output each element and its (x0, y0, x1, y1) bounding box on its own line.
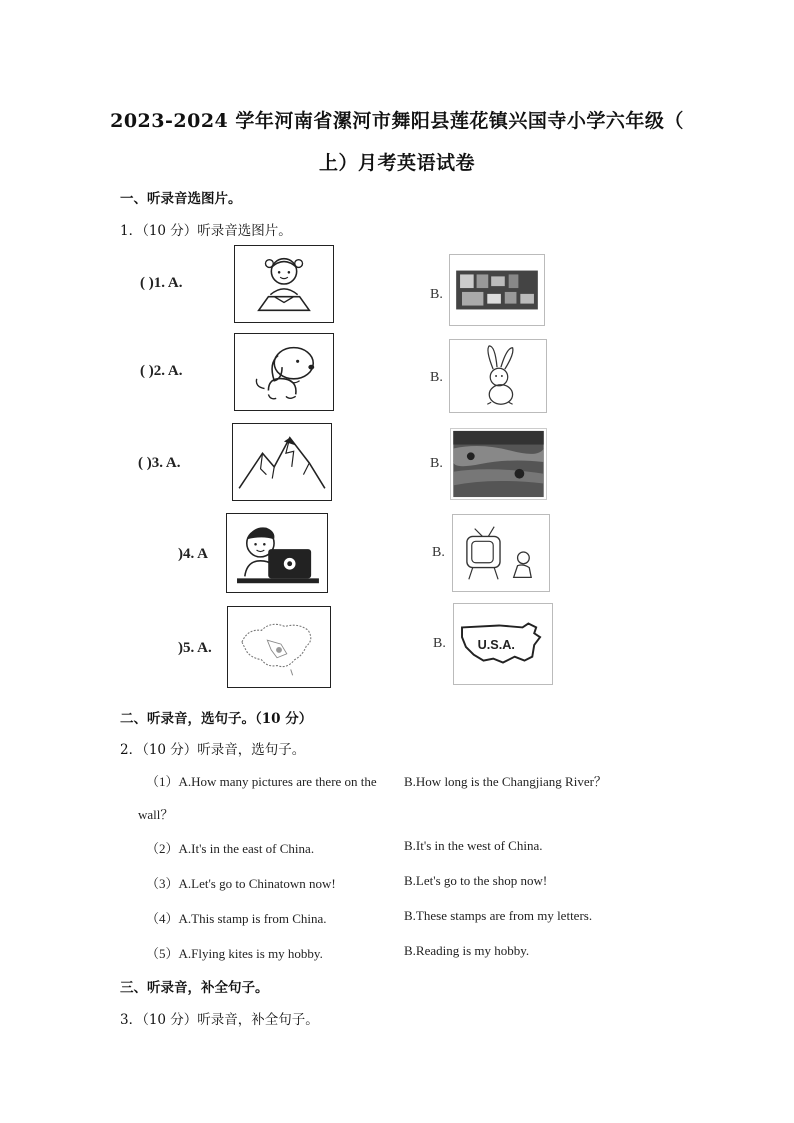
q2-1-option-a-continued: wall？ (138, 807, 174, 822)
picture-girl-reading (234, 245, 334, 323)
picture-tv-and-child (452, 514, 550, 592)
section-2-heading: 二、听录音，选句子。（10 分） (120, 711, 313, 727)
q2-5-option-b: B.Reading is my hobby. (404, 943, 530, 958)
item-3-label: ( )3. A. (138, 455, 181, 471)
item-3-b-label: B. (430, 456, 443, 471)
q2-1-option-a: （1）A.How many pictures are there on the (146, 774, 377, 789)
picture-stamps-album (449, 254, 545, 326)
item-2-label: ( )2. A. (140, 363, 183, 379)
section-3-heading: 三、听录音，补全句子。 (120, 980, 269, 996)
q2-3-option-b: B.Let's go to the shop now! (404, 873, 548, 888)
item-2-b-label: B. (430, 370, 443, 385)
q2-4-option-b: B.These stamps are from my letters. (404, 908, 593, 923)
picture-usa-map (453, 603, 553, 685)
q2-3-option-a: （3）A.Let's go to Chinatown now! (146, 876, 336, 891)
q2-2-option-a: （2）A.It's in the east of China. (146, 841, 315, 856)
item-1-b-label: B. (430, 287, 443, 302)
item-5-label: )5. A. (178, 640, 212, 656)
question-3: 3．（10 分）听录音，补全句子。 (120, 1012, 319, 1028)
q2-1-option-b: B.How long is the Changjiang River？ (404, 774, 607, 789)
section-1-heading: 一、听录音选图片。 (120, 191, 242, 207)
item-1-label: ( )1. A. (140, 275, 183, 291)
picture-china-map (227, 606, 331, 688)
picture-rabbit (449, 339, 547, 413)
page-title-line-1: 2023-2024 学年河南省漯河市舞阳县莲花镇兴国寺小学六年级（ (110, 110, 684, 132)
question-2: 2．（10 分）听录音，选句子。 (120, 742, 306, 758)
item-4-label: )4. A (178, 546, 208, 562)
page-title-line-2: 上）月考英语试卷 (318, 152, 475, 174)
q2-4-option-a: （4）A.This stamp is from China. (146, 911, 327, 926)
picture-boy-laptop (226, 513, 328, 593)
item-4-b-label: B. (432, 545, 445, 560)
q2-5-option-a: （5）A.Flying kites is my hobby. (146, 946, 323, 961)
usa-map-text: U.S.A. (477, 637, 515, 652)
picture-river-scenery (450, 428, 547, 500)
question-1: 1．（10 分）听录音选图片。 (120, 223, 292, 239)
q2-2-option-b: B.It's in the west of China. (404, 838, 543, 853)
item-5-b-label: B. (433, 636, 446, 651)
picture-dog (234, 333, 334, 411)
picture-mountains (232, 423, 332, 501)
